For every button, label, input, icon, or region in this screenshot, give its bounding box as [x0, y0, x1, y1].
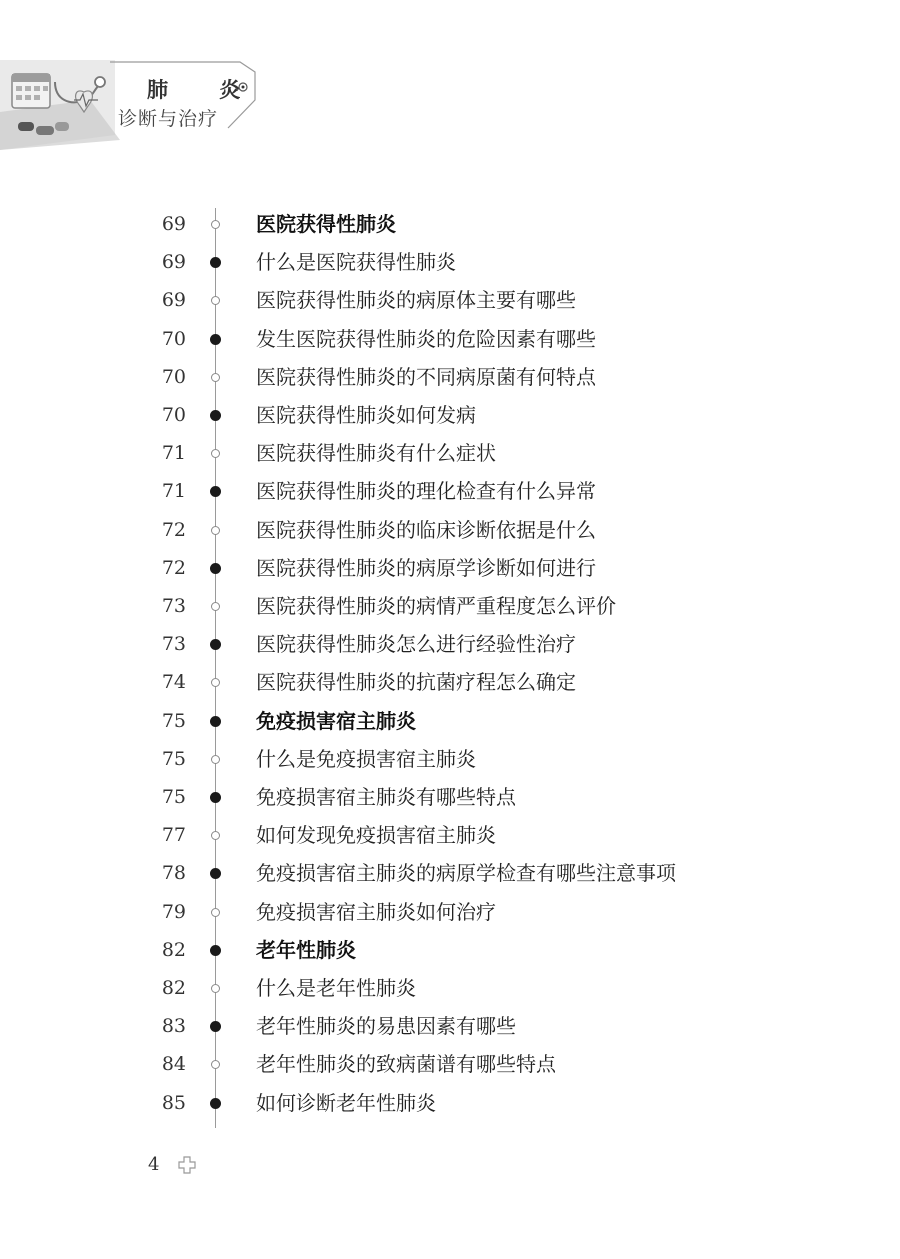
- toc-page-number: 74: [161, 671, 186, 694]
- timeline-dot: [210, 257, 221, 268]
- toc-entry-title: 医院获得性肺炎的病原学诊断如何进行: [256, 555, 596, 580]
- toc-entry-title: 免疫损害宿主肺炎如何治疗: [256, 899, 496, 924]
- toc-row[interactable]: [0, 1084, 900, 1122]
- timeline-dot: [210, 716, 221, 727]
- toc-page-number: 72: [161, 556, 186, 579]
- toc-page-number: 70: [161, 327, 186, 350]
- toc-entry-title: 免疫损害宿主肺炎的病原学检查有哪些注意事项: [256, 861, 676, 886]
- timeline-dot: [211, 1060, 220, 1069]
- toc-row[interactable]: [0, 931, 900, 969]
- timeline-dot: [210, 1098, 221, 1109]
- toc-entry-title: 什么是免疫损害宿主肺炎: [256, 746, 476, 771]
- toc-page-number: 70: [161, 404, 186, 426]
- toc-row[interactable]: [0, 320, 900, 358]
- toc-page-number: 69: [161, 213, 186, 235]
- toc-row[interactable]: [0, 587, 900, 625]
- toc-row[interactable]: [0, 893, 900, 931]
- timeline-dot: [211, 220, 220, 229]
- toc-page-number: 82: [161, 977, 186, 999]
- page-folio: 4: [148, 1154, 160, 1175]
- toc-row[interactable]: [0, 396, 900, 434]
- toc-entry-title: 如何诊断老年性肺炎: [256, 1090, 436, 1115]
- toc-page-number: 75: [161, 786, 186, 808]
- toc-row[interactable]: [0, 854, 900, 892]
- toc-page-number: 82: [161, 938, 186, 961]
- toc-entry-title: 医院获得性肺炎的理化检查有什么异常: [256, 479, 596, 504]
- toc-section-title: 医院获得性肺炎: [256, 212, 396, 236]
- toc-row[interactable]: [0, 549, 900, 587]
- toc-entry-title: 医院获得性肺炎的病原体主要有哪些: [256, 288, 576, 313]
- toc-entry-title: 发生医院获得性肺炎的危险因素有哪些: [256, 326, 596, 351]
- toc-page-number: 70: [161, 365, 186, 388]
- timeline-dot: [210, 945, 221, 956]
- toc-entry-title: 什么是医院获得性肺炎: [256, 250, 456, 275]
- toc-row[interactable]: [0, 281, 900, 319]
- timeline-dot: [211, 526, 220, 535]
- timeline-dot: [211, 678, 220, 687]
- toc-row[interactable]: [0, 1045, 900, 1083]
- toc-row[interactable]: [0, 243, 900, 281]
- toc-page-number: 72: [161, 518, 186, 541]
- timeline-dot: [211, 602, 220, 611]
- toc-page-number: 73: [161, 595, 186, 617]
- toc-entry-title: 医院获得性肺炎怎么进行经验性治疗: [256, 632, 576, 657]
- timeline-dot: [210, 563, 221, 574]
- toc-page-number: 77: [161, 824, 186, 847]
- toc-section-title: 免疫损害宿主肺炎: [256, 708, 416, 733]
- timeline-dot: [211, 755, 220, 764]
- toc-row[interactable]: [0, 663, 900, 701]
- cross-icon: [178, 1156, 196, 1174]
- timeline-dot: [210, 334, 221, 345]
- running-header: [0, 0, 280, 150]
- toc-page-number: 75: [161, 747, 186, 770]
- timeline-dot: [210, 868, 221, 879]
- toc-row[interactable]: [0, 740, 900, 778]
- toc-page-number: 71: [161, 480, 186, 503]
- toc-entry-title: 老年性肺炎的致病菌谱有哪些特点: [256, 1052, 556, 1077]
- toc-entry-title: 医院获得性肺炎的临床诊断依据是什么: [256, 517, 596, 542]
- toc-row[interactable]: [0, 472, 900, 510]
- timeline-dot: [211, 373, 220, 382]
- toc-page-number: 73: [161, 633, 186, 656]
- toc-row[interactable]: [0, 778, 900, 816]
- timeline-dot: [210, 486, 221, 497]
- toc-row[interactable]: [0, 358, 900, 396]
- toc-entry-title: 什么是老年性肺炎: [256, 976, 416, 1000]
- calendar-icon: [12, 74, 50, 108]
- toc-entry-title: 医院获得性肺炎的抗菌疗程怎么确定: [256, 670, 576, 695]
- toc-row[interactable]: [0, 702, 900, 740]
- toc-entry-title: 医院获得性肺炎的不同病原菌有何特点: [256, 364, 596, 389]
- toc-row[interactable]: [0, 1007, 900, 1045]
- timeline-dot: [210, 410, 221, 421]
- toc-row[interactable]: [0, 205, 900, 243]
- toc-page-number: 78: [161, 862, 186, 885]
- timeline-dot: [211, 831, 220, 840]
- toc-entry-title: 医院获得性肺炎如何发病: [256, 403, 476, 427]
- toc-page-number: 71: [161, 442, 186, 465]
- toc-row[interactable]: [0, 625, 900, 663]
- toc-page-number: 83: [161, 1015, 186, 1038]
- toc-page-number: 75: [161, 709, 186, 732]
- toc-page-number: 84: [161, 1053, 186, 1076]
- toc-entry-title: 医院获得性肺炎有什么症状: [256, 441, 496, 466]
- toc-section-title: 老年性肺炎: [256, 937, 356, 962]
- toc-page-number: 69: [161, 289, 186, 312]
- timeline-dot: [211, 984, 220, 993]
- toc-row[interactable]: [0, 969, 900, 1007]
- toc-entry-title: 免疫损害宿主肺炎有哪些特点: [256, 785, 516, 809]
- toc-page-number: 85: [161, 1091, 186, 1114]
- toc-row[interactable]: [0, 511, 900, 549]
- toc-page-number: 79: [161, 900, 186, 923]
- toc-row[interactable]: [0, 434, 900, 472]
- toc-page-number: 69: [161, 251, 186, 274]
- timeline-dot: [211, 908, 220, 917]
- book-subtitle: 诊断与治疗: [118, 108, 219, 130]
- timeline-dot: [210, 639, 221, 650]
- book-title: 肺 炎: [147, 78, 263, 102]
- toc-entry-title: 老年性肺炎的易患因素有哪些: [256, 1014, 516, 1039]
- timeline-dot: [211, 296, 220, 305]
- timeline-dot: [210, 1021, 221, 1032]
- timeline-dot: [210, 792, 221, 803]
- timeline-dot: [211, 449, 220, 458]
- toc-entry-title: 医院获得性肺炎的病情严重程度怎么评价: [256, 594, 616, 618]
- toc-entry-title: 如何发现免疫损害宿主肺炎: [256, 823, 496, 848]
- toc-row[interactable]: [0, 816, 900, 854]
